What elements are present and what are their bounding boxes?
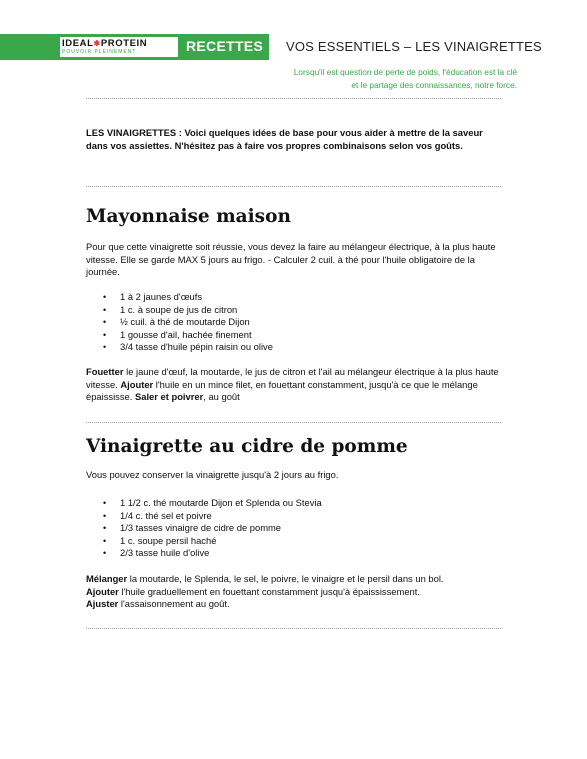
recipe-instructions: Fouetter le jaune d'œuf, la moutarde, le jus de citron et l'ail au mélangeur électrique à la plus haute vitesse. Ajouter l'huile en un mince filet, en fouettant constamment, jusqu'à ce que le mélange épaississe. Saler et poivrer, au goût bbox=[86, 366, 499, 402]
ingredient-item: • 2/3 tasse huile d'olive bbox=[86, 547, 322, 560]
intro-text: LES VINAIGRETTES : Voici quelques idées de base pour vous aider à mettre de la saveur dans vos assiettes. N'hésitez pas à faire vos propres combinaisons selon vos goûts. bbox=[86, 127, 483, 151]
ingredient-item: • 1 1/2 c. thé moutarde Dijon et Splenda ou Stevia bbox=[86, 497, 322, 510]
recipe-description: Vous pouvez conserver la vinaigrette jusqu'à 2 jours au frigo. bbox=[86, 469, 339, 480]
step-verb: Ajouter bbox=[86, 585, 119, 597]
tagline-line: Lorsqu'il est question de perte de poids, l'éducation est la clé bbox=[293, 67, 517, 77]
instruction-line: Mélanger la moutarde, le Splenda, le sel, le poivre, le vinaigre et le persil dans un bol. bbox=[86, 573, 444, 584]
logo-wordmark: IDEAL✱PROTEIN bbox=[62, 38, 148, 49]
logo-star-icon: ✱ bbox=[93, 39, 101, 48]
ingredient-list bbox=[86, 497, 322, 560]
dotted-divider bbox=[86, 98, 501, 99]
ingredient-item: • 1 à 2 jaunes d'œufs bbox=[86, 291, 273, 304]
ingredient-item: • 1 c. soupe persil haché bbox=[86, 535, 322, 548]
document-title: VOS ESSENTIELS – LES VINAIGRETTES bbox=[286, 39, 542, 54]
ingredient-list bbox=[86, 291, 273, 354]
step-verb: Ajuster bbox=[86, 598, 119, 609]
step-verb: Saler et poivrer bbox=[134, 391, 204, 402]
step-verb: Ajouter bbox=[120, 378, 154, 390]
recipe-title: Mayonnaise maison bbox=[86, 206, 291, 227]
ingredient-item: • ½ cuil. à thé de moutarde Dijon bbox=[86, 316, 273, 329]
tagline-line: et le partage des connaissances, notre force. bbox=[351, 79, 517, 90]
ingredient-item: • 1/3 tasses vinaigre de cidre de pomme bbox=[86, 522, 322, 535]
section-label: RECETTES bbox=[186, 38, 264, 54]
dotted-divider bbox=[86, 422, 501, 423]
instruction-line: Ajouter l'huile graduellement en fouettant constamment jusqu'à épaississement. bbox=[86, 585, 420, 597]
recipe-description: Pour que cette vinaigrette soit réussie, vous devez la faire au mélangeur électrique, à la plus haute vitesse. Elle se garde MAX 5 jours au frigo. - Calculer 2 cuil. à thé pour l'huile obligatoire de la journée. bbox=[86, 241, 496, 277]
recipe-title: Vinaigrette au cidre de pomme bbox=[86, 436, 408, 457]
logo-slogan: POUVOIR PLEINEMENT bbox=[62, 49, 137, 55]
step-verb: Mélanger bbox=[86, 573, 128, 584]
ingredient-item: • 1/4 c. thé sel et poivre bbox=[86, 510, 322, 523]
step-verb: Fouetter bbox=[86, 366, 124, 377]
header-bar bbox=[0, 34, 269, 60]
ingredient-item: • 3/4 tasse d'huile pépin raisin ou olive bbox=[86, 341, 273, 354]
tagline bbox=[250, 66, 517, 91]
ingredient-item: • 1 gousse d'ail, hachée finement bbox=[86, 329, 273, 342]
recipe-instructions bbox=[86, 573, 506, 611]
dotted-divider bbox=[86, 628, 501, 629]
brand-logo bbox=[60, 37, 178, 57]
ingredient-item: • 1 c. à soupe de jus de citron bbox=[86, 304, 273, 317]
dotted-divider bbox=[86, 186, 501, 187]
instruction-line: Ajuster l'assaisonnement au goût. bbox=[86, 598, 230, 609]
